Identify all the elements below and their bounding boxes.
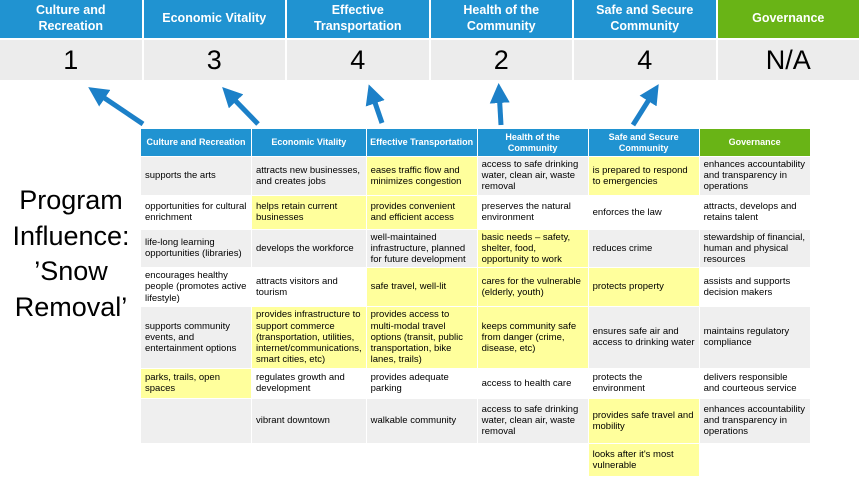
matrix-cell xyxy=(700,444,810,476)
matrix-cell: delivers responsible and courteous service xyxy=(700,369,810,398)
matrix-cell: cares for the vulnerable (elderly, youth) xyxy=(478,268,588,306)
summary-header-economic-vitality: Economic Vitality xyxy=(144,0,286,38)
matrix-cell xyxy=(252,444,366,476)
matrix-cell: attracts visitors and tourism xyxy=(252,268,366,306)
matrix-cell: encourages healthy people (promotes active lifestyle) xyxy=(141,268,251,306)
matrix-cell: looks after it's most vulnerable xyxy=(589,444,699,476)
matrix-cell: opportunities for cultural enrichment xyxy=(141,196,251,229)
matrix-cell: provides safe travel and mobility xyxy=(589,399,699,443)
matrix-cell: stewardship of financial, human and physical resources xyxy=(700,230,810,268)
matrix-body xyxy=(141,157,810,476)
program-label-line: ’Snow xyxy=(0,254,142,290)
matrix-cell: ensures safe air and access to drinking water xyxy=(589,307,699,368)
matrix-cell: enforces the law xyxy=(589,196,699,229)
summary-header-effective-transportation: Effective Transportation xyxy=(287,0,429,38)
matrix-cell: reduces crime xyxy=(589,230,699,268)
matrix-cell: enhances accountability and transparency in operations xyxy=(700,157,810,195)
matrix-cell: vibrant downtown xyxy=(252,399,366,443)
score-culture-recreation: 1 xyxy=(0,40,142,80)
matrix-header-row xyxy=(141,129,810,156)
matrix-cell: is prepared to respond to emergencies xyxy=(589,157,699,195)
matrix-cell: attracts new businesses, and creates jobs xyxy=(252,157,366,195)
matrix-cell: parks, trails, open spaces xyxy=(141,369,251,398)
matrix-row xyxy=(141,399,810,443)
matrix-cell: life-long learning opportunities (libraries) xyxy=(141,230,251,268)
summary-header-culture-recreation: Culture and Recreation xyxy=(0,0,142,38)
matrix-cell: regulates growth and development xyxy=(252,369,366,398)
matrix-column-header: Governance xyxy=(700,129,810,156)
matrix-cell: helps retain current businesses xyxy=(252,196,366,229)
priorities-matrix xyxy=(140,128,811,477)
matrix-cell: enhances accountability and transparency in operations xyxy=(700,399,810,443)
matrix-column-header: Health of the Community xyxy=(478,129,588,156)
matrix-cell xyxy=(478,444,588,476)
up-arrow-icon xyxy=(371,91,382,123)
matrix-row xyxy=(141,307,810,368)
matrix-header xyxy=(141,129,810,156)
matrix-cell: supports the arts xyxy=(141,157,251,195)
score-health-community: 2 xyxy=(431,40,573,80)
summary-header-safe-secure-community: Safe and Secure Community xyxy=(574,0,716,38)
up-arrow-icon xyxy=(633,90,655,125)
summary-header-governance: Governance xyxy=(718,0,859,38)
matrix-cell xyxy=(141,399,251,443)
matrix-column-header: Effective Transportation xyxy=(367,129,477,156)
program-label-line: Removal’ xyxy=(0,290,142,326)
matrix-cell: supports community events, and entertainment options xyxy=(141,307,251,368)
matrix-cell: access to health care xyxy=(478,369,588,398)
matrix-cell: provides access to multi-modal travel options (transit, public transportation, bike lanes, trails) xyxy=(367,307,477,368)
matrix-cell: assists and supports decision makers xyxy=(700,268,810,306)
matrix-cell: well-maintained infrastructure, planned for future development xyxy=(367,230,477,268)
up-arrow-icon xyxy=(94,91,143,124)
matrix-cell xyxy=(367,444,477,476)
matrix-cell: protects property xyxy=(589,268,699,306)
matrix-cell: develops the workforce xyxy=(252,230,366,268)
matrix-cell: basic needs – safety, shelter, food, opportunity to work xyxy=(478,230,588,268)
matrix-cell: preserves the natural environment xyxy=(478,196,588,229)
matrix-column-header: Culture and Recreation xyxy=(141,129,251,156)
score-economic-vitality: 3 xyxy=(144,40,286,80)
matrix-cell: access to safe drinking water, clean air, waste removal xyxy=(478,157,588,195)
up-arrow-icon xyxy=(499,90,501,125)
program-influence-label xyxy=(0,183,142,326)
matrix-column-header: Safe and Secure Community xyxy=(589,129,699,156)
program-label-line: Influence: xyxy=(0,219,142,255)
matrix-row xyxy=(141,157,810,195)
matrix-row xyxy=(141,230,810,268)
matrix-cell: walkable community xyxy=(367,399,477,443)
matrix-cell: maintains regulatory compliance xyxy=(700,307,810,368)
matrix-cell: provides infrastructure to support commerce (transportation, utilities, internet/communications, smart cities, etc) xyxy=(252,307,366,368)
matrix-cell: protects the environment xyxy=(589,369,699,398)
matrix-cell: provides adequate parking xyxy=(367,369,477,398)
matrix-cell: access to safe drinking water, clean air, waste removal xyxy=(478,399,588,443)
matrix-cell xyxy=(141,444,251,476)
score-governance: N/A xyxy=(718,40,859,80)
score-safe-secure-community: 4 xyxy=(574,40,716,80)
matrix-row xyxy=(141,444,810,476)
score-effective-transportation: 4 xyxy=(287,40,429,80)
matrix-row xyxy=(141,369,810,398)
matrix-cell: attracts, develops and retains talent xyxy=(700,196,810,229)
matrix-cell: keeps community safe from danger (crime, disease, etc) xyxy=(478,307,588,368)
matrix-cell: safe travel, well-lit xyxy=(367,268,477,306)
matrix-cell: provides convenient and efficient access xyxy=(367,196,477,229)
matrix-row xyxy=(141,196,810,229)
program-label-line: Program xyxy=(0,183,142,219)
matrix-cell: eases traffic flow and minimizes congestion xyxy=(367,157,477,195)
matrix-row xyxy=(141,268,810,306)
matrix-column-header: Economic Vitality xyxy=(252,129,366,156)
up-arrow-icon xyxy=(227,92,258,124)
arrows-layer xyxy=(0,78,859,130)
priority-summary xyxy=(0,0,859,80)
summary-header-health-community: Health of the Community xyxy=(431,0,573,38)
